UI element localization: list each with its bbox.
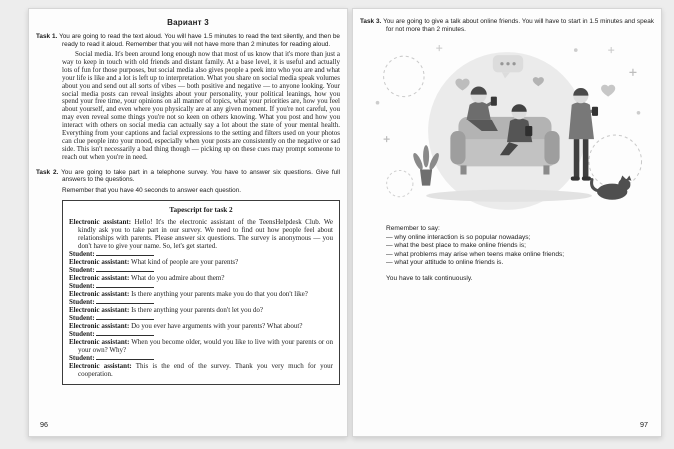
task3-illustration bbox=[360, 42, 654, 218]
remember-block bbox=[386, 225, 654, 283]
speaker-label: Student: bbox=[69, 298, 95, 307]
tapescript-title: Tapescript for task 2 bbox=[169, 206, 233, 215]
speaker-label: Electronic assistant: bbox=[69, 218, 132, 227]
speaker-label: Student: bbox=[69, 314, 95, 323]
answer-blank bbox=[96, 355, 154, 360]
assistant-line: Electronic assistant: This is the end of the survey. Thank you very much for your cooperation. bbox=[69, 362, 333, 379]
task3-paragraph bbox=[360, 18, 654, 33]
task1-intro: You are going to read the text aloud. You will have 1.5 minutes to read the text silently, and then be ready to read it aloud. Remember that you will not have more than 2 minutes for reading aloud. bbox=[59, 33, 340, 48]
remember-item: — what problems may arise when teens make online friends; bbox=[386, 250, 565, 258]
remember-item: — what your attitude to online friends is. bbox=[386, 258, 504, 266]
speaker-label: Electronic assistant: bbox=[69, 338, 130, 347]
remember-item: — why online interaction is so popular nowadays; bbox=[386, 234, 531, 242]
answer-blank bbox=[96, 283, 154, 288]
student-line bbox=[69, 298, 333, 306]
speaker-label: Electronic assistant: bbox=[69, 290, 130, 299]
student-line bbox=[69, 354, 333, 362]
answer-blank bbox=[96, 299, 154, 304]
student-line bbox=[69, 330, 333, 338]
task2-paragraph bbox=[36, 169, 340, 184]
variant-header: Вариант 3 bbox=[167, 18, 209, 27]
speaker-label: Electronic assistant: bbox=[69, 274, 130, 283]
student-line bbox=[69, 266, 333, 274]
assistant-line: Electronic assistant: Hello! It's the electronic assistant of the TeensHelpdesk Club. We kindly ask you to take part in our survey. We need to find out how people feel about relationships with parents. Please answer six questions. The survey is anonymous — you don't have to give your name. So, let's get started. bbox=[69, 218, 334, 251]
speaker-label: Student: bbox=[69, 250, 95, 259]
task2-label: Task 2. bbox=[36, 168, 59, 176]
student-line bbox=[69, 314, 333, 322]
task1-reading-passage: Social media. It's been around long enough now that most of us know that it's more than just a way to keep in touch with old friends and distant family. At a base level, it is useful and actually lots of fun for those purposes, but social media also gives people a peek into who you are and what your life is like and a lot is left up to interpretation. What you share on social media speak volumes about you and send out all sorts of vibes — both positive and negative — to anyone looking. Your social media posts can reveal insights about your personality, your political leanings, how you spend your free time, your opinions on all manner of topics, what your priorities are, how you feel about yourself, and even where you physically are at any given moment. If you're not careful, you may even reveal some things you're not so keen on others knowing. What you post and how you interact with others on social media can actually say a lot about the state of your mental health. Everything from your captions and facial expressions to the setting and filters used on your photos can clue people into your mood, especially when your posts are consistently on the negative or sad side. This isn't necessarily a bad thing though — picking up on these cues may prompt someone to reach out when you're in need. bbox=[62, 50, 340, 161]
task3-intro: You are going to give a talk about online friends. You will have to start in 1.5 minutes and speak for not more than 2 minutes. bbox=[383, 18, 654, 33]
task3-label: Task 3. bbox=[360, 18, 382, 25]
assistant-line: Electronic assistant: What kind of people are your parents? bbox=[69, 258, 239, 267]
answer-blank bbox=[96, 267, 154, 272]
remember-item: — what the best place to make online friends is; bbox=[386, 242, 527, 250]
student-line bbox=[69, 250, 333, 258]
page-number-left: 96 bbox=[40, 420, 48, 429]
answer-blank bbox=[96, 331, 154, 336]
task1-label: Task 1. bbox=[36, 33, 58, 40]
task2-note: Remember that you have 40 seconds to answer each question. bbox=[62, 186, 242, 194]
remember-list bbox=[386, 234, 654, 267]
page-right bbox=[352, 8, 662, 437]
speaker-label: Student: bbox=[69, 282, 95, 291]
speaker-label: Electronic assistant: bbox=[69, 362, 132, 371]
task1-paragraph bbox=[36, 33, 340, 48]
speaker-label: Electronic assistant: bbox=[69, 322, 130, 331]
page-number-right: 97 bbox=[640, 420, 648, 429]
speaker-label: Electronic assistant: bbox=[69, 306, 130, 315]
assistant-line: Electronic assistant: Is there anything your parents make you do that you don't like? bbox=[69, 290, 308, 299]
student-line bbox=[69, 282, 333, 290]
speaker-label: Student: bbox=[69, 354, 95, 363]
assistant-line: Electronic assistant: Do you ever have arguments with your parents? What about? bbox=[69, 322, 303, 331]
talk-continuously-note: You have to talk continuously. bbox=[386, 275, 473, 283]
task2-intro: You are going to take part in a telephone survey. You have to answer six questions. Give full answers to the questions. bbox=[61, 168, 340, 184]
assistant-line: Electronic assistant: When you become older, would you like to live with your parents or on your own? Why? bbox=[69, 338, 334, 355]
people-with-phones-illustration bbox=[365, 42, 649, 218]
page-left bbox=[28, 8, 348, 437]
speaker-label: Student: bbox=[69, 266, 95, 275]
answer-blank bbox=[96, 315, 154, 320]
remember-title: Remember to say: bbox=[386, 225, 440, 232]
tapescript-box bbox=[62, 200, 340, 385]
speaker-label: Electronic assistant: bbox=[69, 258, 130, 267]
answer-blank bbox=[96, 251, 154, 256]
assistant-line: Electronic assistant: What do you admire about them? bbox=[69, 274, 225, 283]
tapescript-dialog bbox=[69, 218, 333, 378]
speaker-label: Student: bbox=[69, 330, 95, 339]
assistant-line: Electronic assistant: Is there anything your parents don't let you do? bbox=[69, 306, 263, 315]
